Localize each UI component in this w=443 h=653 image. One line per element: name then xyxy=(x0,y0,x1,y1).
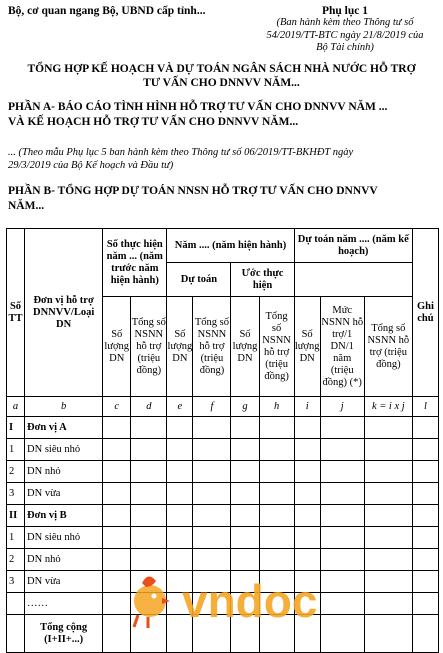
row-cell xyxy=(364,483,412,505)
row-cell xyxy=(412,549,438,571)
letter-cell: e xyxy=(167,397,193,417)
row-stt: 2 xyxy=(7,549,25,571)
table-row xyxy=(7,461,439,483)
letter-cell: i xyxy=(294,397,320,417)
title-line-1: TỔNG HỢP KẾ HOẠCH VÀ DỰ TOÁN NGÂN SÁCH NHÀ NƯỚC HỖ TRỢ xyxy=(27,63,416,75)
row-cell xyxy=(131,439,167,461)
row-cell xyxy=(364,461,412,483)
watermark-text: vndoc xyxy=(182,575,318,627)
row-cell xyxy=(193,417,231,439)
header-note: Ghi chú xyxy=(412,229,438,397)
header-plan-empty xyxy=(294,263,412,297)
part-b-line-1: PHẦN B- TỔNG HỢP DỰ TOÁN NNSN HỖ TRỢ TƯ VẤN CHO DNNVV xyxy=(8,185,378,197)
letter-cell: a xyxy=(7,397,25,417)
letter-cell: l xyxy=(412,397,438,417)
row-cell xyxy=(193,439,231,461)
header-rate: Mức NSNN hỗ trợ/1 DN/1 năm (triệu đồng) (*) xyxy=(320,297,364,397)
row-cell xyxy=(294,527,320,549)
row-cell xyxy=(231,439,259,461)
row-cell xyxy=(412,527,438,549)
row-cell xyxy=(364,571,412,593)
part-a-line-1: PHẦN A- BÁO CÁO TÌNH HÌNH HỖ TRỢ TƯ VẤN CHO DNNVV NĂM ... xyxy=(8,101,388,113)
row-cell xyxy=(167,505,193,527)
letter-cell: f xyxy=(193,397,231,417)
row-cell xyxy=(259,527,294,549)
row-name: DN nhỏ xyxy=(25,461,103,483)
row-cell xyxy=(167,527,193,549)
row-cell xyxy=(259,483,294,505)
row-name: DN siêu nhỏ xyxy=(25,439,103,461)
row-cell xyxy=(320,505,364,527)
row-cell xyxy=(259,417,294,439)
header-stt: Số TT xyxy=(7,229,25,397)
row-name: DN siêu nhỏ xyxy=(25,527,103,549)
row-cell xyxy=(131,417,167,439)
header-total: Tổng số NSNN hỗ trợ (triệu đồng) xyxy=(131,297,167,397)
header-qty: Số lượng DN xyxy=(294,297,320,397)
row-cell xyxy=(364,549,412,571)
row-cell xyxy=(412,505,438,527)
row-cell xyxy=(103,527,131,549)
row-cell xyxy=(167,417,193,439)
row-cell xyxy=(231,527,259,549)
agency-name: Bộ, cơ quan ngang Bộ, UBND cấp tỉnh... xyxy=(8,5,206,17)
header-estimate: Dự toán xyxy=(167,263,231,297)
header-unit: Đơn vị hỗ trợ DNNVV/Loại DN xyxy=(25,229,103,397)
document-title xyxy=(0,62,443,90)
row-cell xyxy=(364,505,412,527)
row-cell xyxy=(193,483,231,505)
header-qty: Số lượng DN xyxy=(167,297,193,397)
row-cell xyxy=(320,527,364,549)
row-name: DN nhỏ xyxy=(25,549,103,571)
letter-row xyxy=(7,397,439,417)
part-b-heading xyxy=(8,184,438,214)
header-actual: Ước thực hiện xyxy=(231,263,294,297)
letter-cell: k = i x j xyxy=(364,397,412,417)
title-line-2: TƯ VẤN CHO DNNVV NĂM... xyxy=(143,77,300,89)
rooster-icon xyxy=(134,576,170,628)
row-name: …… xyxy=(25,593,103,615)
header-qty: Số lượng DN xyxy=(231,297,259,397)
row-cell xyxy=(231,417,259,439)
table-row xyxy=(7,417,439,439)
row-cell xyxy=(412,439,438,461)
row-cell xyxy=(320,439,364,461)
letter-cell: h xyxy=(259,397,294,417)
row-cell xyxy=(364,527,412,549)
row-cell xyxy=(320,461,364,483)
row-cell xyxy=(103,505,131,527)
row-cell xyxy=(131,483,167,505)
vndoc-watermark xyxy=(122,565,352,630)
header-total: Tổng số NSNN hỗ trợ (triệu đồng) xyxy=(193,297,231,397)
note-line-2: 29/3/2019 của Bộ Kế hoạch và Đầu tư) xyxy=(8,160,174,171)
row-stt: 3 xyxy=(7,571,25,593)
row-cell xyxy=(294,483,320,505)
row-cell xyxy=(167,483,193,505)
row-cell xyxy=(412,593,438,615)
row-cell xyxy=(412,571,438,593)
row-name: DN vừa xyxy=(25,571,103,593)
letter-cell: d xyxy=(131,397,167,417)
row-cell xyxy=(294,461,320,483)
note-line-1: ... (Theo mẫu Phụ lục 5 ban hành kèm theo Thông tư số 06/2019/TT-BKHĐT ngày xyxy=(8,147,354,158)
row-stt: 1 xyxy=(7,527,25,549)
appendix-subtitle-3: Bộ Tài chính) xyxy=(316,42,374,53)
header-previous-year: Số thực hiện năm ... (năm trước năm hiện hành) xyxy=(103,229,167,297)
row-stt: 1 xyxy=(7,439,25,461)
row-cell xyxy=(412,483,438,505)
letter-cell: c xyxy=(103,397,131,417)
table-row xyxy=(7,439,439,461)
part-a-heading xyxy=(8,100,438,130)
row-cell xyxy=(259,505,294,527)
row-cell xyxy=(364,417,412,439)
row-stt: 2 xyxy=(7,461,25,483)
row-stt: II xyxy=(7,505,25,527)
row-cell xyxy=(103,483,131,505)
header-plan-year: Dự toán năm .... (năm kế hoạch) xyxy=(294,229,412,263)
row-cell xyxy=(294,439,320,461)
letter-cell: j xyxy=(320,397,364,417)
total-label: Tổng cộng (I+II+...) xyxy=(25,615,103,653)
row-cell xyxy=(131,461,167,483)
row-cell xyxy=(294,417,320,439)
row-stt: 3 xyxy=(7,483,25,505)
row-cell xyxy=(103,439,131,461)
row-cell xyxy=(193,527,231,549)
appendix-header xyxy=(255,5,435,55)
table-row xyxy=(7,527,439,549)
appendix-subtitle-2: 54/2019/TT-BTC ngày 21/8/2019 của xyxy=(266,29,424,41)
row-name: DN vừa xyxy=(25,483,103,505)
letter-cell: g xyxy=(231,397,259,417)
header-total: Tổng số NSNN hỗ trợ (triệu đồng) xyxy=(364,297,412,397)
row-cell xyxy=(412,417,438,439)
row-stt xyxy=(7,593,25,615)
row-name: Đơn vị B xyxy=(25,505,103,527)
row-stt: I xyxy=(7,417,25,439)
appendix-subtitle-1: (Ban hành kèm theo Thông tư số xyxy=(276,17,414,28)
header-total: Tổng số NSNN hỗ trợ (triệu đồng) xyxy=(259,297,294,397)
row-cell xyxy=(103,417,131,439)
row-cell xyxy=(320,417,364,439)
row-cell xyxy=(320,483,364,505)
table-row xyxy=(7,483,439,505)
row-cell xyxy=(231,461,259,483)
row-cell xyxy=(231,505,259,527)
total-stt xyxy=(7,615,25,653)
header-qty: Số lượng DN xyxy=(103,297,131,397)
header-current-year: Năm .... (năm hiện hành) xyxy=(167,229,294,263)
row-cell xyxy=(231,483,259,505)
row-cell xyxy=(131,505,167,527)
row-cell xyxy=(294,505,320,527)
part-a-line-2: VÀ KẾ HOẠCH HỖ TRỢ TƯ VẤN CHO DNNVV NĂM... xyxy=(8,116,299,128)
row-cell xyxy=(364,593,412,615)
letter-cell: b xyxy=(25,397,103,417)
row-cell xyxy=(193,461,231,483)
row-cell xyxy=(259,439,294,461)
reference-note xyxy=(8,146,438,172)
appendix-title: Phụ lục 1 xyxy=(321,5,368,17)
row-cell xyxy=(103,461,131,483)
row-cell xyxy=(412,461,438,483)
table-row xyxy=(7,505,439,527)
part-b-line-2: NĂM... xyxy=(8,200,45,212)
row-cell xyxy=(167,439,193,461)
row-cell xyxy=(364,439,412,461)
row-name: Đơn vị A xyxy=(25,417,103,439)
row-cell xyxy=(131,527,167,549)
row-cell xyxy=(167,461,193,483)
row-cell xyxy=(259,461,294,483)
row-cell xyxy=(193,505,231,527)
